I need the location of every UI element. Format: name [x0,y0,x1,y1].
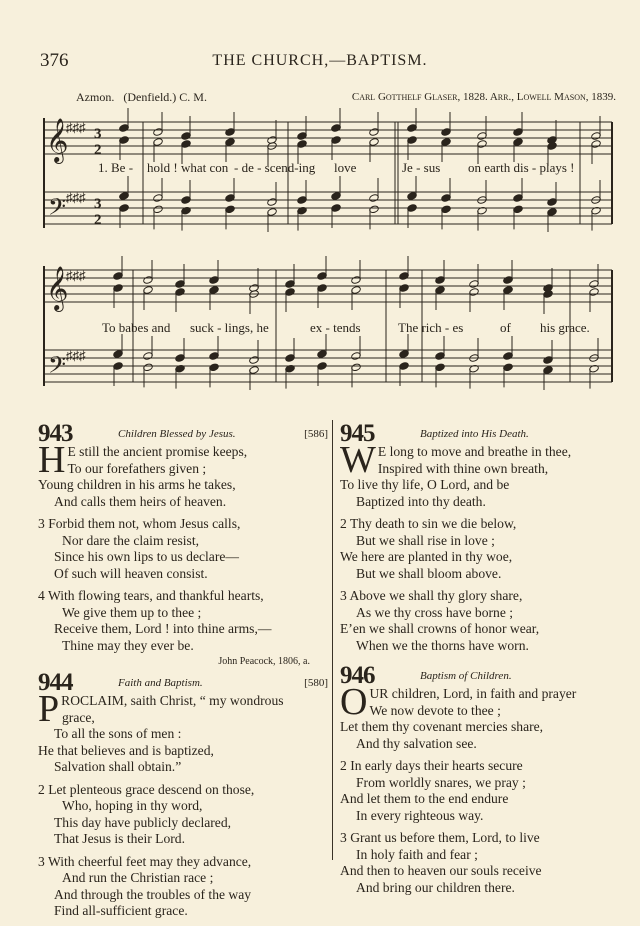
bass-clef-icon: 𝄢 [48,195,67,226]
page-number: 376 [40,50,69,71]
key-signature-2: ♯♯♯ [66,268,86,283]
tune-meta: (Denfield.) C. M. [123,90,207,104]
tune-attribution: Carl Gotthelf Glaser, 1828. Arr., Lowell Mason, 1839. [351,91,616,103]
lyric-syllable: love [334,160,357,175]
stanza [38,439,328,510]
stanza [340,516,630,582]
stanza [340,681,630,752]
verse-line: And thy salvation see. [356,735,477,751]
drop-cap: O [340,681,368,723]
column-divider [332,420,333,860]
treble-clef-icon: 𝄞 [46,120,69,162]
verse-line: He that believes and is baptized, [38,742,214,758]
verse-line: Young children in his arms he takes, [38,477,236,492]
verse-line: And calls them heirs of heaven. [54,493,227,509]
hymn-title: Baptized into His Death. [420,428,529,440]
bass-staff-1 [44,192,612,224]
stanza [38,782,328,848]
hymn-header [38,420,328,447]
lyric-syllable: Je - sus [402,160,441,175]
lyric-syllable: hold ! what con [147,160,229,175]
stanza [340,439,630,510]
hymn-946 [340,664,630,896]
hymn-title: Baptism of Children. [420,670,512,682]
verse-line: And then to heaven our souls receive [340,863,542,878]
drop-cap: H [38,439,66,481]
treble-clef-icon: 𝄞 [46,268,69,310]
verse-line: To live thy life, O Lord, and be [340,477,510,492]
verse-line: 3 Above we shall thy glory share, [340,588,523,603]
hymn-number: 945 [340,420,375,447]
lyric-syllable: 1. Be - [98,160,134,175]
verse-line: 3 Forbid them not, whom Jesus calls, [38,516,241,531]
verse-line: And let them to the end endure [340,791,509,806]
verse-line: Inspired with thine own breath, [377,460,549,476]
verse-line: Receive them, Lord ! into thine arms,— [54,621,272,636]
lyric-syllable: his grace. [540,320,590,335]
verse-line: But we shall rise in love ; [356,532,495,548]
treble-staff-2 [44,270,612,302]
left-column [38,422,328,926]
music-score [0,0,640,410]
stanza [38,516,328,582]
verse-line: We now devote to thee ; [369,702,501,718]
hymn-944 [38,671,328,920]
lyric-syllable: of [500,320,511,335]
right-column [340,422,630,902]
hymn-header [340,662,630,689]
lyric-syllable: - de - scend-ing [234,160,316,175]
lyric-syllable: The rich - es [398,320,464,335]
hymn-number: 943 [38,420,73,447]
svg-text:3: 3 [94,196,102,212]
verse-line: ROCLAIM, saith Christ, “ my wondrous [61,693,284,708]
treble-staff-1 [44,122,612,154]
verse-line: To all the sons of men : [54,726,182,741]
verse-line: 2 Thy death to sin we die below, [340,516,517,531]
time-signature-1: 3 [94,126,102,142]
verse-line: 3 Grant us before them, Lord, to live [340,830,540,845]
verse-line: And bring our children there. [356,879,515,895]
stanza [38,688,328,776]
hymn-reference: [580] [304,677,328,689]
svg-text:2: 2 [94,212,102,228]
hymn-header [38,669,328,696]
lyric-syllable: suck - lings, he [190,320,269,335]
verse-line: Since his own lips to us declare— [54,549,239,564]
hymn-number: 946 [340,662,375,689]
verse-line: To our forefathers given ; [67,460,207,476]
verse-line: Of such will heaven consist. [54,565,208,581]
verse-line: We here are planted in thy woe, [340,549,513,564]
verse-line: This day have publicly declared, [54,814,232,830]
verse-line: When we the thorns have worn. [356,637,529,653]
verse-line: In every righteous way. [356,807,484,823]
verse-line: 2 In early days their hearts secure [340,758,523,773]
verse-line: E’en we shall crowns of honor wear, [340,621,540,636]
hymn-header [340,420,630,447]
hymn-number: 944 [38,669,73,696]
svg-text:2: 2 [94,142,102,158]
running-title: THE CHURCH,—BAPTISM. [212,52,428,69]
verse-line: We give them up to thee ; [62,604,202,620]
verse-line: Salvation shall obtain.” [54,759,182,774]
lyric-syllable: on earth dis - plays ! [468,160,575,175]
verse-line: Let them thy covenant mercies share, [340,719,544,734]
drop-cap: W [340,439,376,481]
verse-line: Baptized into thy death. [356,493,486,509]
verse-line: Nor dare the claim resist, [62,532,200,548]
verse-line: In holy faith and fear ; [356,846,478,862]
key-signature-bass-1: ♯♯♯ [66,190,86,205]
hymn-943 [38,422,328,667]
key-signature-bass-2: ♯♯♯ [66,348,86,363]
drop-cap: P [38,688,60,730]
stanza [38,588,328,654]
verse-line: 2 Let plenteous grace descend on those, [38,781,255,797]
verse-line: And through the troubles of the way [54,886,252,902]
bass-staff-2 [44,350,612,382]
verse-line: E still the ancient promise keeps, [67,444,248,459]
verse-line: And run the Christian race ; [62,870,214,885]
stanza [340,758,630,824]
verse-line: But we shall bloom above. [356,565,502,581]
hymn-reference: [586] [304,428,328,440]
verse-line: As we thy cross have borne ; [356,604,514,620]
verse-line: grace, [62,709,95,725]
verse-line: From worldly snares, we pray ; [356,774,526,790]
hymn-author: John Peacock, 1806, a. [218,656,310,667]
stanza [340,830,630,896]
verse-line: That Jesus is their Lord. [54,831,186,846]
bass-clef-icon: 𝄢 [48,353,67,384]
verse-line: Thine may they ever be. [62,637,194,653]
verse-line: Who, hoping in thy word, [62,798,203,813]
verse-line: 3 With cheerful feet may they advance, [38,853,252,869]
hymn-title: Children Blessed by Jesus. [118,428,236,440]
verse-line: 4 With flowing tears, and thankful hearts, [38,588,264,603]
tune-name: Azmon. [76,90,115,104]
verse-line: UR children, Lord, in faith and prayer [369,686,577,701]
hymn-945 [340,422,630,654]
stanza [38,854,328,920]
lyric-syllable: To babes and [102,320,171,335]
key-signature-1: ♯♯♯ [66,120,86,135]
hymn-title: Faith and Baptism. [118,677,203,689]
verse-line: Find all-sufficient grace. [54,903,188,918]
verse-line: E long to move and breathe in thee, [377,444,572,459]
lyric-syllable: ex - tends [310,320,361,335]
stanza [340,588,630,654]
